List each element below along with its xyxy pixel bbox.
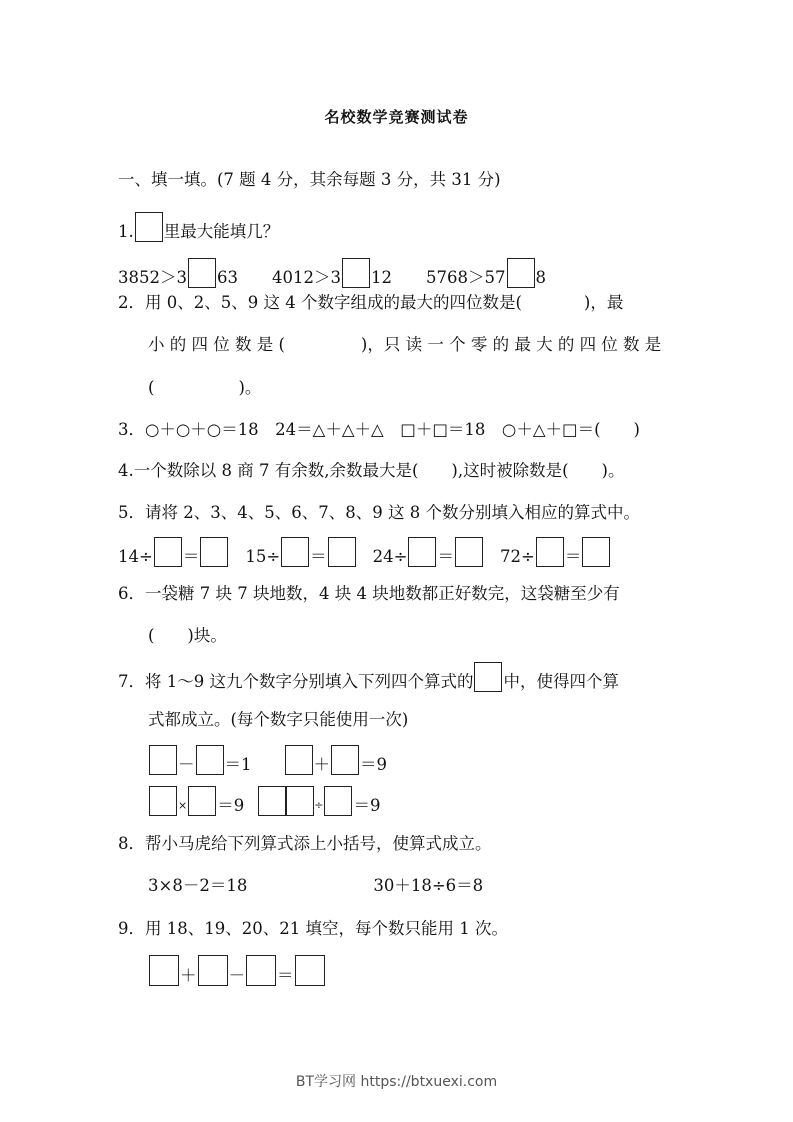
answer-box[interactable] xyxy=(188,786,216,816)
expr-b-left: 4012＞3 xyxy=(272,268,341,287)
question-1 xyxy=(118,212,279,242)
q2-text: )。 xyxy=(238,378,262,397)
question-6-line2: ( )块。 xyxy=(148,626,227,645)
result: ＝9 xyxy=(217,796,245,815)
answer-box xyxy=(474,662,502,692)
q5-expressions xyxy=(118,537,611,567)
expr-b-right: 12 xyxy=(371,268,392,287)
equals: ＝ xyxy=(437,547,454,566)
answer-box[interactable] xyxy=(149,745,177,775)
question-7-line2: 式都成立。(每个数字只能使用一次) xyxy=(148,710,409,729)
answer-box[interactable] xyxy=(286,786,314,816)
result: ＝1 xyxy=(224,755,252,774)
q2-text: 小 的 四 位 数 是 ( xyxy=(148,335,285,354)
q2-text: )，最 xyxy=(583,293,624,312)
expr-a-left: 3852＞3 xyxy=(118,268,187,287)
question-8: 8．帮小马虎给下列算式添上小括号，使算式成立。 xyxy=(118,834,492,853)
minus: － xyxy=(178,755,195,774)
equals: ＝ xyxy=(310,547,327,566)
answer-box[interactable] xyxy=(536,537,564,567)
q7-row2 xyxy=(148,786,380,816)
minus: － xyxy=(228,966,245,985)
q1-expressions xyxy=(118,258,546,288)
expr: 24÷ xyxy=(372,547,408,566)
answer-box[interactable] xyxy=(582,537,610,567)
answer-box[interactable] xyxy=(200,537,228,567)
result: ＝9 xyxy=(360,755,387,774)
answer-box[interactable] xyxy=(328,537,356,567)
divide: ÷ xyxy=(314,799,324,812)
q2-text: ( xyxy=(148,378,155,397)
answer-box[interactable] xyxy=(135,212,163,242)
page-title: 名校数学竞赛测试卷 xyxy=(324,108,469,126)
equals: ＝ xyxy=(564,547,582,566)
plus: ＋ xyxy=(313,755,330,774)
expr-2: 30＋18÷6＝8 xyxy=(373,876,484,895)
answer-box[interactable] xyxy=(196,745,224,775)
footer-watermark: BT学习网 https://btxuexi.com xyxy=(295,1074,498,1090)
answer-box[interactable] xyxy=(188,258,216,288)
answer-box[interactable] xyxy=(342,258,370,288)
expr-a-right: 63 xyxy=(217,268,238,287)
answer-box[interactable] xyxy=(408,537,436,567)
answer-box[interactable] xyxy=(281,537,309,567)
answer-box[interactable] xyxy=(324,786,352,816)
expr-c-right: 8 xyxy=(535,268,546,287)
question-9: 9．用 18、19、20、21 填空，每个数只能用 1 次。 xyxy=(118,919,508,938)
answer-box[interactable] xyxy=(295,955,325,986)
times: × xyxy=(178,799,188,812)
expr-c-left: 5768＞57 xyxy=(426,268,506,287)
expr: 15÷ xyxy=(245,547,281,566)
equals: ＝ xyxy=(277,966,294,985)
answer-box[interactable] xyxy=(149,955,179,986)
answer-box[interactable] xyxy=(246,955,276,986)
question-4: 4.一个数除以 8 商 7 有余数,余数最大是( ),这时被除数是( )。 xyxy=(118,461,625,480)
answer-box[interactable] xyxy=(154,537,182,567)
question-3: 3．○＋○＋○＝18 24＝△＋△＋△ □＋□＝18 ○＋△＋□＝( ) xyxy=(118,420,640,439)
answer-box[interactable] xyxy=(507,258,535,288)
q7-text: 中，使得四个算 xyxy=(503,672,619,691)
question-2-line1 xyxy=(118,293,623,313)
q7-row1 xyxy=(148,745,387,775)
plus: ＋ xyxy=(180,966,197,985)
answer-box[interactable] xyxy=(149,786,177,816)
expr: 72÷ xyxy=(499,547,535,566)
answer-box[interactable] xyxy=(331,745,359,775)
question-7-line1 xyxy=(118,662,619,692)
q8-expressions xyxy=(148,876,483,896)
q2-text: )，只 读 一 个 零 的 最 大 的 四 位 数 是 xyxy=(360,335,662,354)
answer-box[interactable] xyxy=(285,745,313,775)
section-heading: 一、填一填。(7 题 4 分，其余每题 3 分，共 31 分) xyxy=(118,170,501,189)
q2-text: 2．用 0、2、5、9 这 4 个数字组成的最大的四位数是( xyxy=(118,293,522,312)
expr: 14÷ xyxy=(118,547,153,566)
q1-number: 1. xyxy=(118,222,134,241)
q9-expression xyxy=(148,955,326,986)
expr-1: 3×8－2＝18 xyxy=(148,876,248,895)
result: ＝9 xyxy=(353,796,381,815)
question-5: 5．请将 2、3、4、5、6、7、8、9 这 8 个数分别填入相应的算式中。 xyxy=(118,503,640,522)
question-2-line3 xyxy=(148,378,261,398)
equals: ＝ xyxy=(182,547,200,566)
q7-text: 7．将 1～9 这九个数字分别填入下列四个算式的 xyxy=(118,672,474,691)
question-2-line2 xyxy=(148,335,661,355)
answer-box[interactable] xyxy=(198,955,228,986)
q1-text: 里最大能填几？ xyxy=(163,222,280,241)
question-6-line1: 6．一袋糖 7 块 7 块地数，4 块 4 块地数都正好数完，这袋糖至少有 xyxy=(118,584,620,603)
answer-box[interactable] xyxy=(455,537,483,567)
answer-box[interactable] xyxy=(258,786,286,816)
